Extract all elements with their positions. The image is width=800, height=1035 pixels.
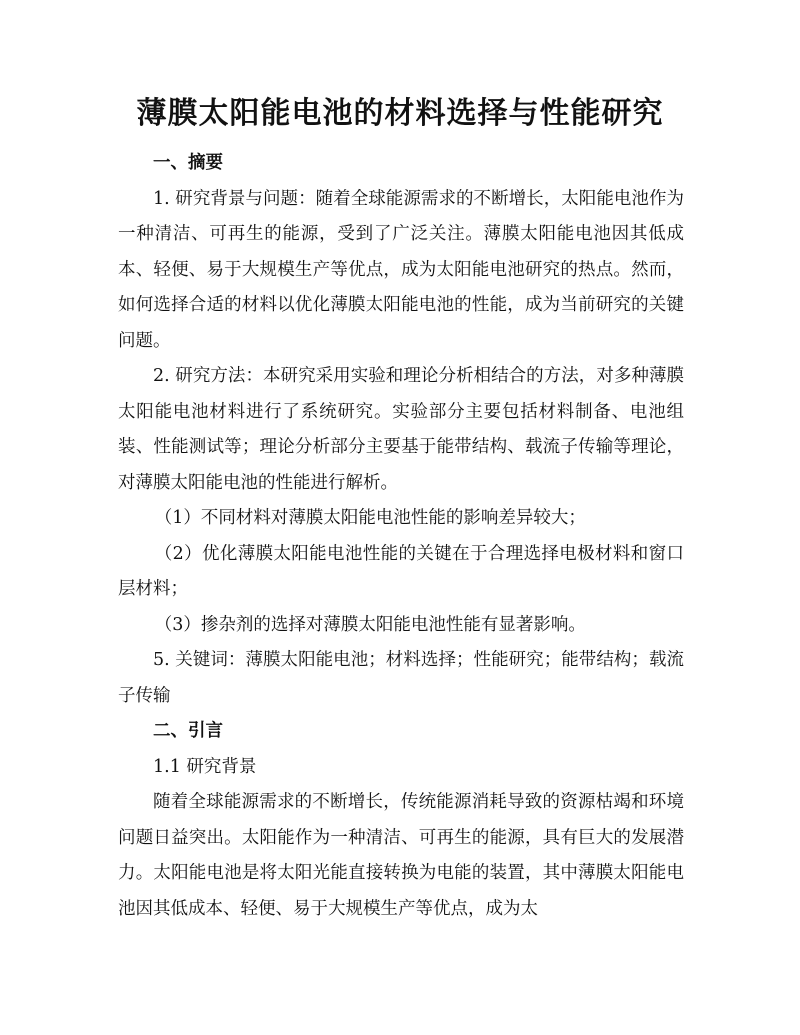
result-item-3: （3）掺杂剂的选择对薄膜太阳能电池性能有显著影响。 — [154, 614, 586, 635]
document-body — [118, 146, 684, 927]
paragraph-background: 1. 研究背景与问题：随着全球能源需求的不断增长，太阳能电池作为一种清洁、可再生的能源，受到了广泛关注。薄膜太阳能电池因其低成本、轻便、易于大规模生产等优点，成为太阳能电池研究的热点。然而，如何选择合适的材料以优化薄膜太阳能电池的性能，成为当前研究的关键问题。 — [118, 188, 684, 351]
result-item-2: （2）优化薄膜太阳能电池性能的关键在于合理选择电极材料和窗口层材料； — [118, 543, 684, 599]
subsection-heading-background: 1.1 研究背景 — [153, 756, 257, 777]
result-item-1: （1）不同材料对薄膜太阳能电池性能的影响差异较大； — [154, 508, 586, 528]
section-heading-introduction: 二、引言 — [153, 721, 223, 741]
paragraph-intro-background: 随着全球能源需求的不断增长，传统能源消耗导致的资源枯竭和环境问题日益突出。太阳能作为一种清洁、可再生的能源，具有巨大的发展潜力。太阳能电池是将太阳光能直接转换为电能的装置，其中薄膜太阳能电池因其低成本、轻便、易于大规模生产等优点，成为太 — [118, 792, 684, 919]
paragraph-keywords: 5. 关键词：薄膜太阳能电池；材料选择；性能研究；能带结构；载流子传输 — [118, 650, 684, 706]
paragraph-method: 2. 研究方法：本研究采用实验和理论分析相结合的方法，对多种薄膜太阳能电池材料进行了系统研究。实验部分主要包括材料制备、电池组装、性能测试等；理论分析部分主要基于能带结构、载流子传输等理论，对薄膜太阳能电池的性能进行解析。 — [118, 366, 684, 493]
document-title: 薄膜太阳能电池的材料选择与性能研究 — [136, 96, 664, 131]
section-heading-abstract: 一、摘要 — [153, 153, 223, 173]
